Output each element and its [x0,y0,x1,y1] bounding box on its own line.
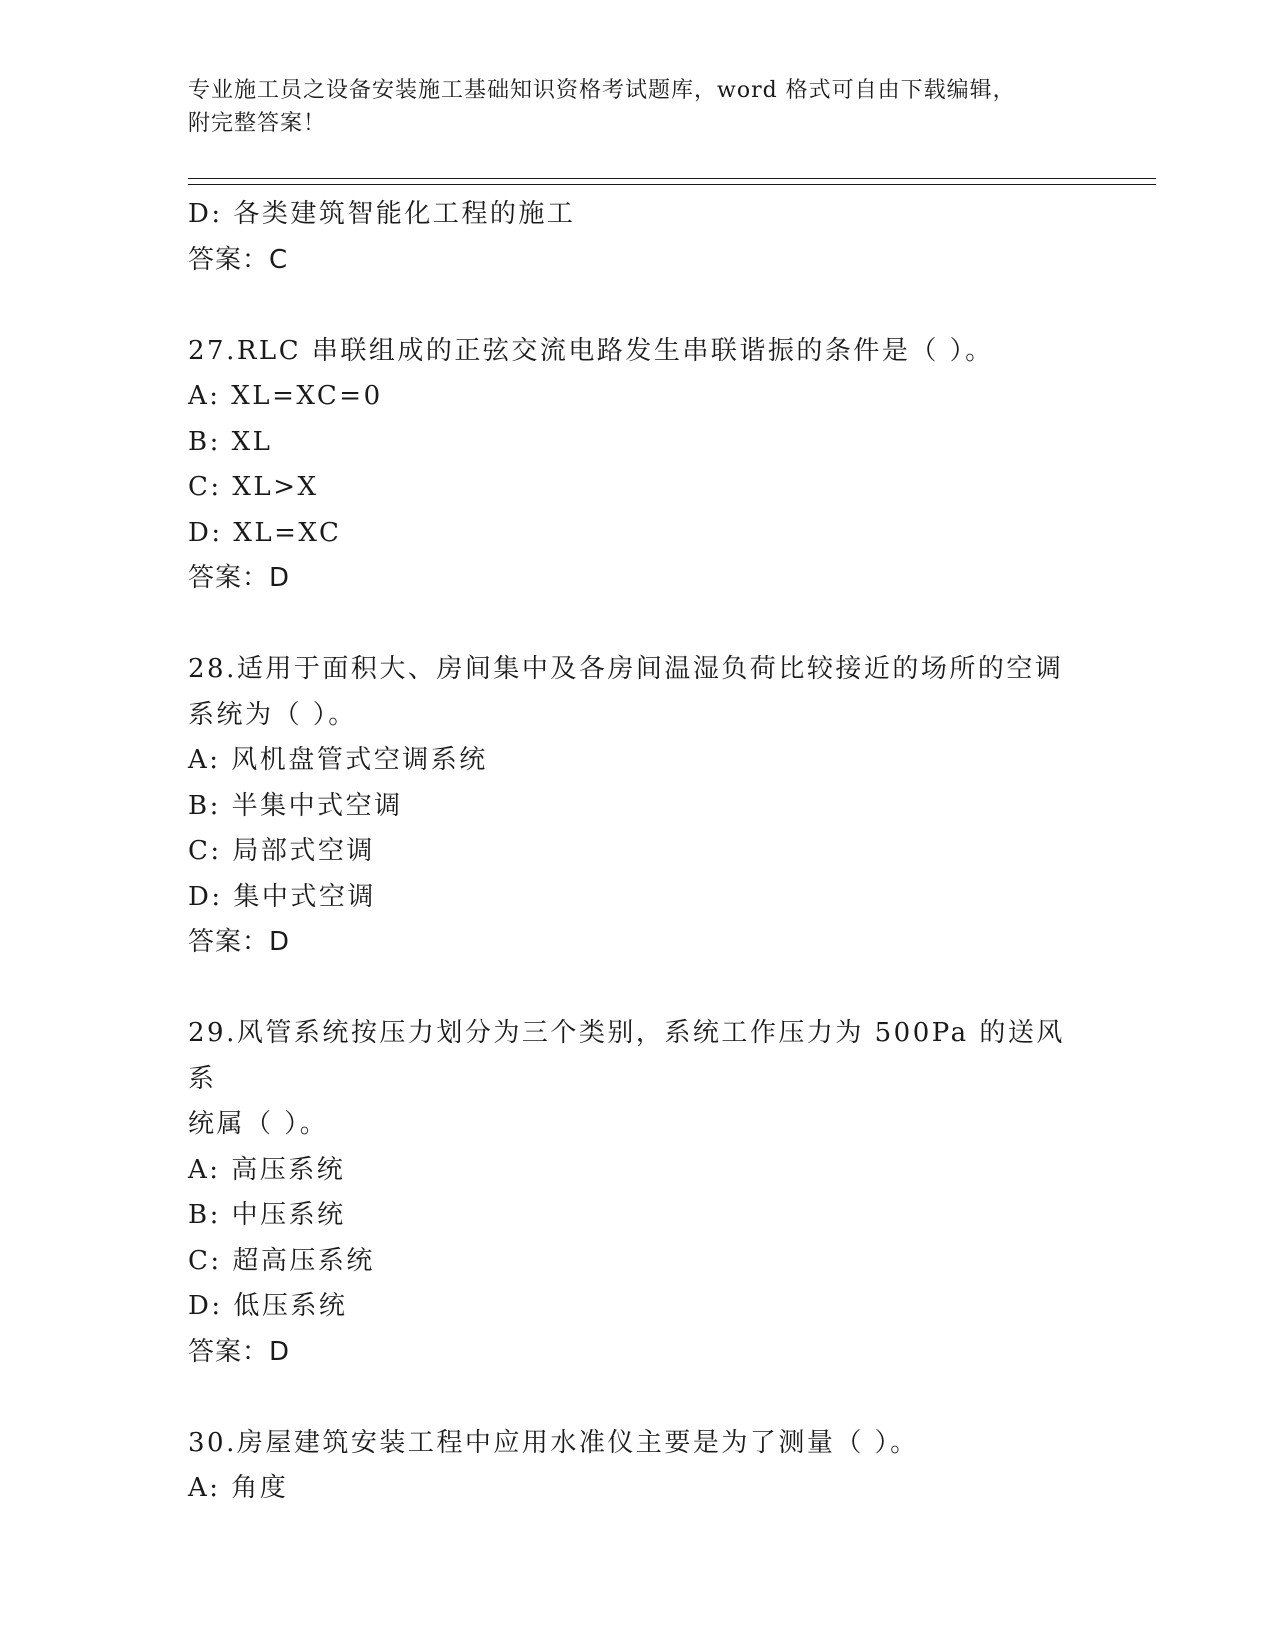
question-stem-line-1: 29.风管系统按压力划分为三个类别，系统工作压力为 500Pa 的送风系 [188,1018,1065,1094]
question-28 [188,647,1088,966]
option-d: D: 低压系统 [188,1291,348,1321]
answer-line: 答案：D [188,1336,291,1367]
option-c: C: XL>X [188,472,319,502]
question-26-tail [188,192,1088,283]
page-header [188,74,1068,140]
option-b: B: 中压系统 [188,1200,346,1230]
question-stem-line-1: 28.适用于面积大、房间集中及各房间温湿负荷比较接近的场所的空调 [188,654,1064,684]
option-a: A: 风机盘管式空调系统 [188,745,488,775]
option-d: D: XL=XC [188,517,342,548]
answer-line: 答案：D [188,927,291,957]
option-b: B: 半集中式空调 [188,790,403,821]
question-stem: 30.房屋建筑安装工程中应用水准仪主要是为了测量（ ）。 [188,1427,919,1458]
header-line-1: 专业施工员之设备安装施工基础知识资格考试题库，word 格式可自由下载编辑， [188,78,1016,103]
spacer [188,966,1088,1012]
option-a: A: 高压系统 [188,1154,346,1185]
header-line-2: 附完整答案！ [188,111,327,136]
option-c: C: 局部式空调 [188,836,375,866]
question-27 [188,329,1088,602]
spacer [188,1375,1088,1421]
spacer [188,602,1088,648]
option-b: B: XL [188,426,273,457]
header-divider [188,178,1156,185]
option-c: C: 超高压系统 [188,1245,375,1276]
answer-line: 答案：C [188,244,289,275]
option-d: D: 各类建筑智能化工程的施工 [188,199,576,229]
question-stem-line-2: 统属（ ）。 [188,1109,329,1139]
question-stem-line-2: 系统为（ ）。 [188,699,357,730]
spacer [188,283,1088,329]
option-a: A: 角度 [188,1473,289,1503]
question-content [188,192,1088,1512]
option-d: D: 集中式空调 [188,881,376,912]
question-29 [188,1011,1088,1375]
question-30 [188,1421,1088,1512]
answer-line: 答案：D [188,563,291,593]
option-a: A: XL=XC=0 [188,381,383,411]
question-stem: 27.RLC 串联组成的正弦交流电路发生串联谐振的条件是（ ）。 [188,335,994,366]
